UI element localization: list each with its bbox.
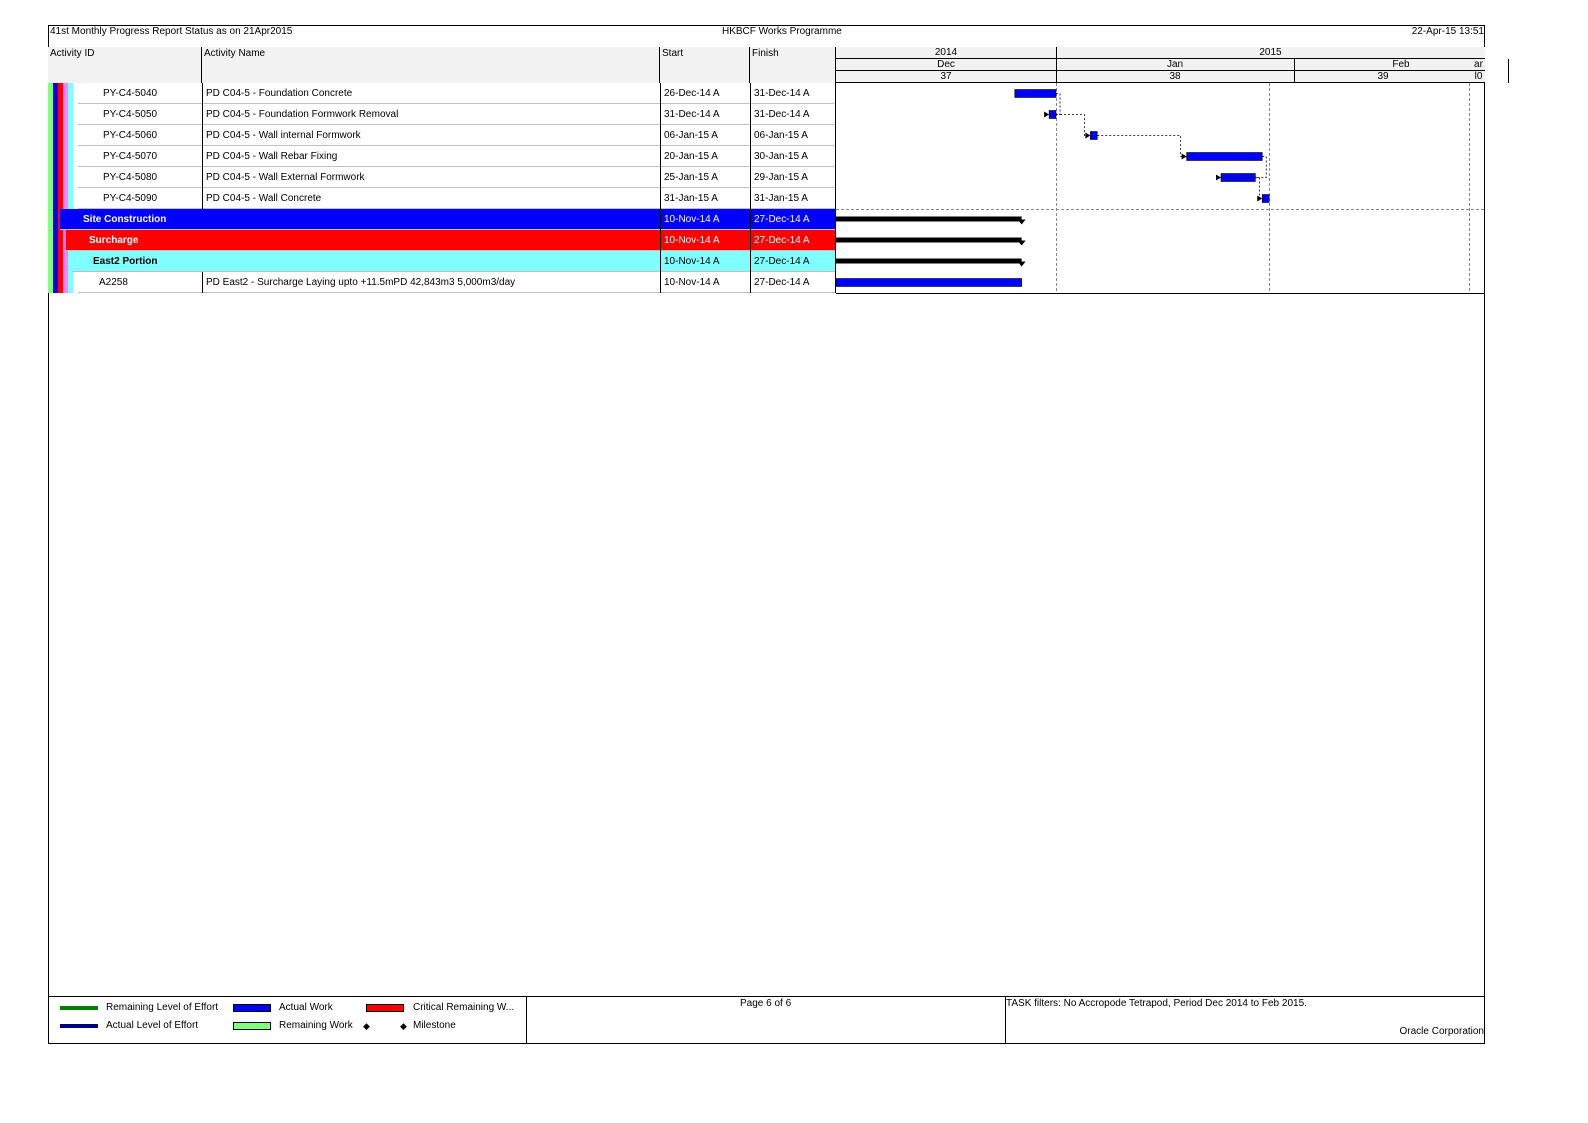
cell-activity-id: Surcharge: [89, 235, 139, 246]
legend-remaining-loe: Remaining Level of Effort: [106, 1002, 219, 1013]
legend-swatch-remaining-loe: [60, 1006, 98, 1010]
cell-finish: 27-Dec-14 A: [750, 272, 836, 293]
wbs-row[interactable]: [48, 251, 818, 272]
cell-activity-id: PY-C4-5040: [103, 88, 158, 99]
wbs-level-stripes: [48, 146, 78, 167]
milestone-diamond-icon: ◆: [400, 1021, 407, 1031]
dependency-arrow: [1182, 154, 1187, 160]
cell-start: 25-Jan-15 A: [660, 167, 750, 188]
summary-end-marker: [1018, 220, 1026, 225]
week-39: 39: [1377, 71, 1389, 82]
cell-finish: 29-Jan-15 A: [750, 167, 836, 188]
wbs-row[interactable]: [48, 209, 818, 230]
wbs-row[interactable]: [48, 230, 818, 251]
col-header-activity-id[interactable]: Activity ID: [48, 47, 202, 83]
month-feb: Feb: [1392, 59, 1410, 70]
actual-work-bar: [836, 279, 1022, 287]
wbs-level-stripes: [48, 188, 78, 209]
summary-bar: [836, 217, 1022, 222]
cell-activity-name: PD C04-5 - Wall Rebar Fixing: [202, 146, 660, 167]
task-filters: TASK filters: No Accropode Tetrapod, Period Dec 2014 to Feb 2015.: [1006, 998, 1307, 1009]
gantt-bars: [836, 90, 1269, 287]
wbs-level-stripes: [48, 125, 78, 146]
summary-bar: [836, 259, 1022, 264]
actual-work-bar: [1015, 90, 1056, 98]
legend-swatch-actual-work: [233, 1004, 271, 1012]
table-row[interactable]: [48, 83, 818, 104]
cell-activity-name: PD C04-5 - Wall Concrete: [202, 188, 660, 209]
cell-start: 10-Nov-14 A: [660, 251, 750, 272]
wbs-level-stripes: [48, 83, 78, 104]
actual-work-bar: [1090, 132, 1097, 140]
cell-finish: 27-Dec-14 A: [750, 209, 836, 230]
actual-work-bar: [1187, 153, 1263, 161]
dependency-arrow: [1257, 196, 1262, 202]
cell-activity-id: A2258: [99, 277, 128, 288]
legend-actual-loe: Actual Level of Effort: [106, 1020, 199, 1031]
legend-critical-remaining: Critical Remaining W...: [413, 1002, 515, 1013]
footer-divider: [48, 996, 1485, 997]
footer-sep-1: [526, 996, 527, 1044]
week-38: 38: [1169, 71, 1181, 82]
dependency-link: [1097, 136, 1186, 157]
cell-activity-id: PY-C4-5070: [103, 151, 158, 162]
month-dec: Dec: [937, 59, 955, 70]
programme-title: HKBCF Works Programme: [722, 26, 842, 37]
cell-activity-id: PY-C4-5050: [103, 109, 158, 120]
company-name: Oracle Corporation: [1399, 1026, 1484, 1037]
week-40-partial: l0: [1474, 71, 1483, 82]
dependency-arrow: [1044, 112, 1049, 118]
summary-end-marker: [1018, 241, 1026, 246]
cell-start: 31-Jan-15 A: [660, 188, 750, 209]
year-2015: 2015: [1259, 47, 1282, 58]
week-37: 37: [940, 71, 952, 82]
cell-start: 31-Dec-14 A: [660, 104, 750, 125]
cell-start: 20-Jan-15 A: [660, 146, 750, 167]
legend-milestone: Milestone: [413, 1020, 456, 1031]
dependency-arrow: [1216, 175, 1221, 181]
cell-start: 06-Jan-15 A: [660, 125, 750, 146]
legend-swatch-remaining-work: [233, 1022, 271, 1030]
cell-activity-name: PD C04-5 - Wall internal Formwork: [202, 125, 660, 146]
cell-activity-id: Site Construction: [83, 214, 167, 225]
diamond-icon: ◆: [363, 1021, 370, 1031]
page-number: Page 6 of 6: [740, 998, 792, 1009]
cell-start: 26-Dec-14 A: [660, 83, 750, 104]
table-row[interactable]: [48, 146, 818, 167]
legend-actual-work: Actual Work: [279, 1002, 333, 1013]
cell-activity-id: PY-C4-5080: [103, 172, 158, 183]
legend-remaining-work: Remaining Work: [279, 1020, 353, 1031]
col-header-start[interactable]: Start: [660, 47, 750, 83]
cell-start: 10-Nov-14 A: [660, 209, 750, 230]
cell-finish: 06-Jan-15 A: [750, 125, 836, 146]
wbs-level-stripes: [48, 272, 78, 293]
table-row[interactable]: [48, 125, 818, 146]
cell-finish: 31-Dec-14 A: [750, 104, 836, 125]
actual-work-bar: [1262, 195, 1269, 203]
month-jan: Jan: [1166, 59, 1184, 70]
gantt-links: [1044, 94, 1266, 202]
cell-finish: 31-Jan-15 A: [750, 188, 836, 209]
timescale-header: [836, 47, 1485, 83]
summary-end-marker: [1018, 262, 1026, 267]
cell-start: 10-Nov-14 A: [660, 272, 750, 293]
cell-activity-name: PD C04-5 - Foundation Formwork Removal: [202, 104, 660, 125]
cell-activity-name: PD C04-5 - Wall External Formwork: [202, 167, 660, 188]
dependency-link: [1255, 178, 1262, 199]
report-title: 41st Monthly Progress Report Status as on 21Apr2015: [50, 26, 293, 37]
cell-finish: 31-Dec-14 A: [750, 83, 836, 104]
year-2014: 2014: [934, 47, 958, 58]
cell-start: 10-Nov-14 A: [660, 230, 750, 251]
cell-finish: 30-Jan-15 A: [750, 146, 836, 167]
col-header-finish[interactable]: Finish: [750, 47, 836, 83]
cell-activity-id: PY-C4-5090: [103, 193, 158, 204]
wbs-level-stripes: [48, 104, 78, 125]
cell-activity-id: East2 Portion: [93, 256, 158, 267]
table-row[interactable]: [48, 272, 818, 293]
cell-activity-name: PD C04-5 - Foundation Concrete: [202, 83, 660, 104]
month-mar-partial: ar: [1474, 59, 1483, 70]
legend-swatch-actual-loe: [60, 1024, 98, 1028]
table-row[interactable]: [48, 104, 818, 125]
table-row[interactable]: [48, 167, 818, 188]
dependency-arrow: [1085, 133, 1090, 139]
table-row[interactable]: [48, 188, 818, 209]
cell-finish: 27-Dec-14 A: [750, 230, 836, 251]
legend-swatch-critical: [366, 1004, 404, 1012]
dependency-link: [1056, 115, 1090, 136]
cell-activity-id: PY-C4-5060: [103, 130, 158, 141]
summary-bar: [836, 238, 1022, 243]
wbs-level-stripes: [48, 167, 78, 188]
print-datetime: 22-Apr-15 13:51: [1411, 26, 1484, 37]
cell-finish: 27-Dec-14 A: [750, 251, 836, 272]
gantt-chart: [836, 83, 1485, 300]
col-header-activity-name[interactable]: Activity Name: [202, 47, 660, 83]
cell-activity-name: PD East2 - Surcharge Laying upto +11.5mPD 42,843m3 5,000m3/day: [202, 272, 660, 293]
